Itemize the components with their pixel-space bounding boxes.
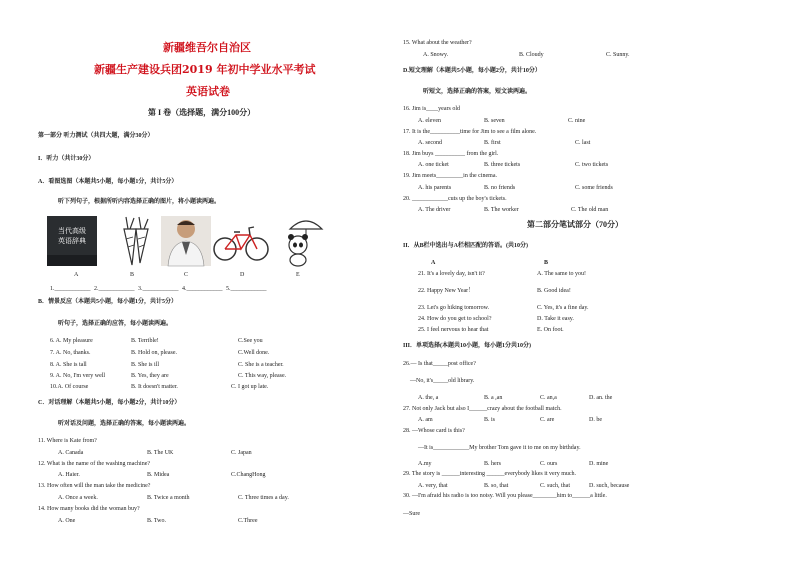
header-subject: 英语试卷 [186,85,230,98]
q26-option-a: A. the, a [418,395,439,401]
q15-option-c: C. Sunny. [606,52,630,58]
q17-option-b: B. first [484,140,501,146]
picture-doctor [160,215,212,267]
q29-option-d: D. such, because [589,483,630,489]
picture-carrots [106,215,158,267]
q7-option-a: 7. A. No, thanks. [50,350,91,356]
q11-option-c: C. Japan [231,450,252,456]
q19-option-b: B. no friends [484,185,516,191]
q10-option-b: B. It doesn't matter. [131,384,178,390]
q30-text: 30. —I'm afraid his radio is too noisy. Will you please________him to______a little. [403,493,607,499]
q17-text: 17. It is the__________time for Jim to see a film alone. [403,129,537,135]
q6-option-c: C.See you [238,338,263,344]
q28-option-b: B. hers [484,461,501,467]
q29-text: 29. The story is ______interesting ______everybody likes it very much. [403,471,577,477]
q11-text: 11. Where is Kate from? [38,438,97,444]
q12-option-b: B. Midea [147,472,170,478]
q16-option-c: C. nine [568,118,586,124]
q13-option-a: A. Once a week. [58,495,98,501]
q10-option-c: C. I got up late. [231,384,269,390]
q13-option-b: B. Twice a month [147,495,190,501]
q16-option-a: A. eleven [418,118,441,124]
q28-option-a: A.my [418,461,432,467]
book-title-1: 当代高级 [58,227,86,235]
column-a-label: A [431,260,436,266]
q27-option-c: C. are [540,417,555,423]
q6-option-a: 6. A. My pleasure [50,338,93,344]
section-1-heading: I．听力（共计30分） [38,156,95,162]
q15-text: 15. What about the weather? [403,40,472,46]
q27-option-b: B. is [484,417,496,423]
q19-option-c: C. some friends [575,185,613,191]
q9-option-c: C. This way, please. [238,373,287,379]
q13-text: 13. How often will the man take the medicine? [38,483,151,489]
q18-text: 18. Jim buys __________ from the girl. [403,151,499,157]
q10-option-a: 10.A. Of course [50,384,89,390]
q20-option-c: C. The old man [571,207,609,213]
match-23-b: C. Yes, it's a fine day. [537,305,589,311]
q28-text: 28. —Whose card is this? [403,428,465,434]
section-a-heading: A．看图选图（本题共5小题，每小题1分，共计5分） [38,179,178,185]
picture-label-b: B [130,272,135,278]
match-22-a: 22. Happy New Year！ [418,288,475,294]
q13-option-c: C. Three times a day. [238,495,289,501]
section-c-instruction: 听对话及问题，选择正确的答案，每小题读两遍。 [58,421,191,427]
q29-option-b: B. so, that [484,483,509,489]
q26-reply: —No, it's_____old library. [410,378,475,384]
section-ii-heading: II．从B栏中选出与A栏相匹配的答语。(共10分) [403,243,529,249]
q18-option-b: B. three tickets [484,162,521,168]
q28-option-c: C. ours [540,461,558,467]
section-d-instruction: 听短文，选择正确的答案，短文读两遍。 [423,89,532,95]
q12-option-a: A. Haier. [58,472,80,478]
q16-option-b: B. seven [484,118,505,124]
q28-option-d: D. mine [589,461,609,467]
match-24-a: 24. How do you get to school? [418,316,492,322]
picture-label-e: E [296,272,300,278]
q26-text: 26.— Is that_____post office? [403,361,476,367]
q9-option-a: 9. A. No, I'm very well [50,373,106,379]
picture-label-d: D [240,272,245,278]
q8-option-b: B. She is ill [131,362,160,368]
q17-option-a: A. second [418,140,442,146]
q8-option-a: 8. A. She is tall [50,362,87,368]
q19-option-a: A. his parents [418,185,452,191]
q8-option-c: C. She is a teacher. [238,362,284,368]
section-iii-heading: III．单项选择(本题共10小题，每小题1分共10分) [403,343,532,349]
match-21-a: 21. It's a lovely day, isn't it? [418,271,485,277]
q7-option-c: C.Well done. [238,350,270,356]
q27-option-a: A. am [418,417,433,423]
q17-option-c: C. last [575,140,591,146]
q20-text: 20. ____________cuts up the boy's tickets. [403,196,507,202]
q12-text: 12. What is the name of the washing machine? [38,461,151,467]
answer-blanks: 1.____________ 2.____________ 3.____________ 4.____________ 5.____________ [50,286,267,292]
volume-title: 第 I 卷（选择题，满分100分） [148,108,256,117]
header-exam-title: 新疆生产建设兵团2019 年初中学业水平考试 [94,63,316,76]
section-a-instruction: 听下列句子，根据所听内容选择正确的图片，将小题读两遍。 [58,199,221,205]
section-b-heading: B．情景反应（本题共5小题，每小题1分，共计5分） [38,299,178,305]
q7-option-b: B. Hold on, please. [131,350,177,356]
q29-option-a: A. very, that [418,483,448,489]
q15-option-b: B. Cloudy [519,52,544,58]
q6-option-b: B. Terrible! [131,338,159,344]
picture-label-a: A [74,272,79,278]
q14-text: 14. How many books did the woman buy? [38,506,140,512]
q14-option-c: C.Three [238,518,258,524]
q27-option-d: D. be [589,417,602,423]
match-23-a: 23. Let's go hiking tomorrow. [418,305,490,311]
q18-option-a: A. one ticket [418,162,449,168]
section-b-instruction: 听句子，选择正确的应答，每小题读两遍。 [58,321,173,327]
match-21-b: A. The same to you! [537,271,587,277]
match-24-b: D. Take it easy. [537,316,574,322]
q26-option-c: C. an,a [540,395,557,401]
match-25-a: 25. I feel nervous to hear that [418,327,489,333]
part1-heading: 第一部分 听力测试（共四大题，满分30分） [38,133,154,139]
q26-option-b: B. a ,an [484,395,503,401]
match-22-b: B. Good idea! [537,288,571,294]
q28-reply: —It is____________My brother Tom gave it to me on my birthday. [418,445,581,451]
q11-option-a: A. Canada [58,450,84,456]
q20-option-a: A. The driver [418,207,451,213]
section-d-heading: D.短文理解（本题共5小题，每小题2分，共计10分） [403,68,541,74]
q19-text: 19. Jim meets_________in the cinema. [403,173,497,179]
match-25-b: E. On foot. [537,327,564,333]
q26-option-d: D. an. the [589,395,613,401]
book-title-2: 英语辞典 [58,237,86,245]
q20-option-b: B. The worker [484,207,519,213]
q12-option-c: C.ChangHong [231,472,266,478]
picture-book [46,215,98,267]
part2-heading: 第二部分笔试部分（70分） [527,220,623,229]
q15-option-a: A. Snowy. [423,52,449,58]
picture-label-c: C [184,272,189,278]
q14-option-b: B. Two. [147,518,166,524]
q18-option-c: C. two tickets [575,162,609,168]
header-region: 新疆维吾尔自治区 [163,41,251,54]
q29-option-c: C. such, that [540,483,570,489]
q27-text: 27. Not only Jack but also I______crazy about the football match. [403,406,562,412]
column-b-label: B [544,260,549,266]
picture-panda-umbrella [276,215,330,267]
picture-bicycle [212,215,270,267]
q9-option-b: B. Yes, they are [131,373,169,379]
q14-option-a: A. One [58,518,76,524]
q16-text: 16. Jim is____years old [403,106,460,112]
q30-reply: —Sure [403,511,420,517]
section-c-heading: C．对话理解（本题共5小题，每小题2分，共计10分） [38,400,181,406]
q11-option-b: B. The UK [147,450,174,456]
